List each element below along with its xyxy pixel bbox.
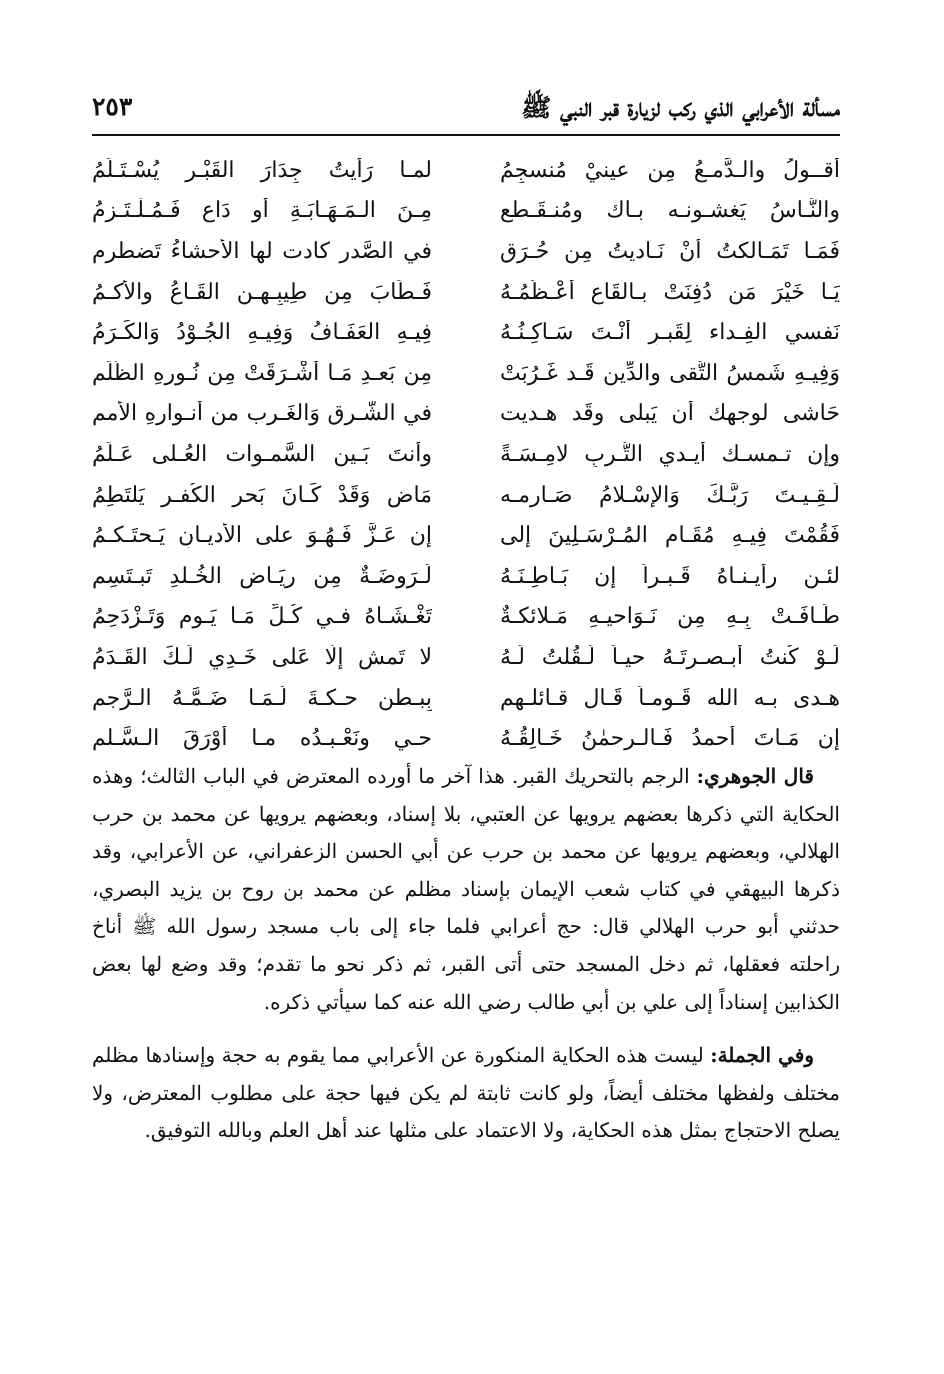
poem-second-hemistich: إن عَـزَّ فَـهُـوَ على الأديـانِ يَـحتَـكـمُ [92,523,432,549]
poem-line [92,597,840,638]
poem-second-hemistich: حـي ونَعْـبـدُه مـا أوْرَقَ الـسَّـلم [92,726,432,752]
poem-second-hemistich: فَـطَابَ مِن طِيبِـهِـن القَـاعُ والأكـمُ [92,279,432,305]
poem-line [92,150,840,191]
poem-first-hemistich: لَـوْ كُنتُ أبـصـرتَـهُ حيـاً لَـقُلتُ لَـهُ [500,644,840,670]
poem-first-hemistich: وإن تـمسـك أيـدي التُّـربِ لامِـسَـةً [500,441,840,467]
poem-second-hemistich: في الشَّـرقِ وَالغَـرب من أنـوارِهِ الأمم [92,401,432,427]
paragraph-aljawhari [92,758,840,1021]
paragraph-text: الرجم بالتحريك القبر. هذا آخر ما أورده المعترض في الباب الثالث؛ وهذه الحكاية التي ذكرها بعضهم يرويها عن العتبي، بلا إسناد، وبعضهم يرويها عن محمد بن حرب الهلالي، وبعضهم يرويها عن محمد بن حرب عن أبي الحسن الزعفراني، عن الأعرابي، وقد ذكرها البيهقي في كتاب شعب الإيمان بإسناد مظلم عن محمد بن روح بن يزيد البصري، حدثني أبو حرب الهلالي قال: حج أعرابي فلما جاء إلى باب مسجد رسول الله ﷺ أناخ راحلته فعقلها، ثم دخل المسجد حتى أتى القبر، ثم ذكر نحو ما تقدم؛ وقد وضع لها بعض الكذابين إسناداً إلى علي بن أبي طالب رضي الله عنه كما سيأتي ذكره. [92,764,840,1014]
poem-second-hemistich: فِيـهِ العَفَـافُ وَفِيـهِ الجُـوْدُ وَالكَـرَمُ [92,320,432,346]
poem-line [92,475,840,516]
poem-first-hemistich: إن مَـاتَ أحمدُ فَـالـرحمٰنُ خَـالِقُـهُ [500,726,840,752]
page-header [92,88,840,132]
page-number: ٢٥٣ [92,92,133,121]
poem-first-hemistich: وَفِيـهِ شَمسُ التُّقى والدِّين قَـد غَـرُبَتْ [500,360,840,386]
poem-first-hemistich: لئـن رأيـنـاهُ قَـبـراً إن بَـاطِـنَـهُ [500,563,840,589]
poem-second-hemistich: مِـنَ الـمَـهَـابَـةِ أو دَاعٍ فَـمُـلْـتَـزِمُ [92,198,432,224]
poem-line [92,637,840,678]
poem-second-hemistich: تَغْـشَـاهُ فـي كُـلِّ مَـا يَـومٍ وَتَـزْدَحِمُ [92,604,432,630]
poem-second-hemistich: مَاضٍ وَقَدْ كَـانَ بَحر الكُفـرِ يَلتَطِمُ [92,482,432,508]
poem-first-hemistich: لَـقِـيـتَ رَبَّـكَ وَالإسْـلامُ صَـارِمـه [500,482,840,508]
poem-first-hemistich: حَاشى لوجهك أن يَبلى وقَد هـديت [500,401,840,427]
paragraph-lead: وفي الجملة: [710,1043,815,1068]
poem-line [92,678,840,719]
poem-line [92,353,840,394]
poem-line [92,231,840,272]
paragraph-summary [92,1037,840,1150]
poem-line [92,394,840,435]
poem-first-hemistich: طَـافَـتْ بِـهِ مِن نَـوَاحيـهِ مَـلائكـةٌ [500,604,840,630]
poem-second-hemistich: مِن بَعـدِ مَـا أشْـرَقَتْ مِن نُـورِهِ الظُّلَم [92,360,432,386]
running-title: مسألة الأعرابي الذي ركب لزيارة قبر النبي ﷺ [521,93,840,122]
paragraph-text: ليست هذه الحكاية المنكورة عن الأعرابي مما يقوم به حجة وإسنادها مظلم مختلف ولفظها مختلف أيضاً، ولو كانت ثابتة لم يكن فيها حجة على مطلوب المعترض، ولا يصلح الاحتجاج بمثل هذه الحكاية، ولا الاعتماد على مثلها عند أهل العلم وبالله التوفيق. [92,1043,840,1143]
poem-first-hemistich: والنَّـاسُ يَغشـونـه بـاك ومُنـقَـطع [500,198,840,224]
prose-body [92,758,840,1166]
header-divider [92,134,840,136]
poem-second-hemistich: بِبـطنِ حـكـةَ لَـمَـا ضَـمَّـهُ الـرَّجم [92,685,432,711]
poem-first-hemistich: هـدى بـه الله قَـومـاً قَـال قـائلـهم [500,685,840,711]
poem-line [92,191,840,232]
poem-first-hemistich: فَقُمْتَ فِيـهِ مُقَـام المُـرْسَـلِينَ إلى [500,523,840,549]
poem-second-hemistich: لمـا رَأيتُ جِدَارَ القَبْـرِ يُسْـتَـلَمُ [92,157,432,183]
poem-second-hemistich: لا تَمشِ إلَّا عَلى خَـدِي لَـكَ القَـدَمُ [92,644,432,670]
poem-line [92,556,840,597]
poem-first-hemistich: فَمَـا تَمَـالكتُ أنْ نَـاديتُ مِن حُـرَقٍ [500,238,840,264]
poem-second-hemistich: لَـرَوضَـةٌ مِن رِيَـاضِ الخُـلدِ تَبـتَسِم [92,563,432,589]
poem-line [92,718,840,759]
poem-line [92,312,840,353]
poem-first-hemistich: أقــولُ والـدَّمـعُ مِن عينيْ مُنسجِمُ [500,157,840,183]
poem-line [92,434,840,475]
poem-line [92,515,840,556]
paragraph-lead: قال الجوهري: [696,764,814,788]
poem-line [92,272,840,313]
poem-first-hemistich: نَفسي الفِـداء لِقَبـرٍ أنْـتَ سَـاكِـنُـهُ [500,320,840,346]
poem [92,150,840,759]
poem-second-hemistich: في الصَّدرِ كادت لها الأحشاءُ تَضطرم [92,238,432,264]
poem-first-hemistich: يَـا خَيْرَ مَن دُفِنَتْ بـالقَاعِ أعْـظُمُـهُ [500,279,840,305]
poem-second-hemistich: وأنتَ بَـين السَّمـوات العُـلى عَـلَمُ [92,441,432,467]
